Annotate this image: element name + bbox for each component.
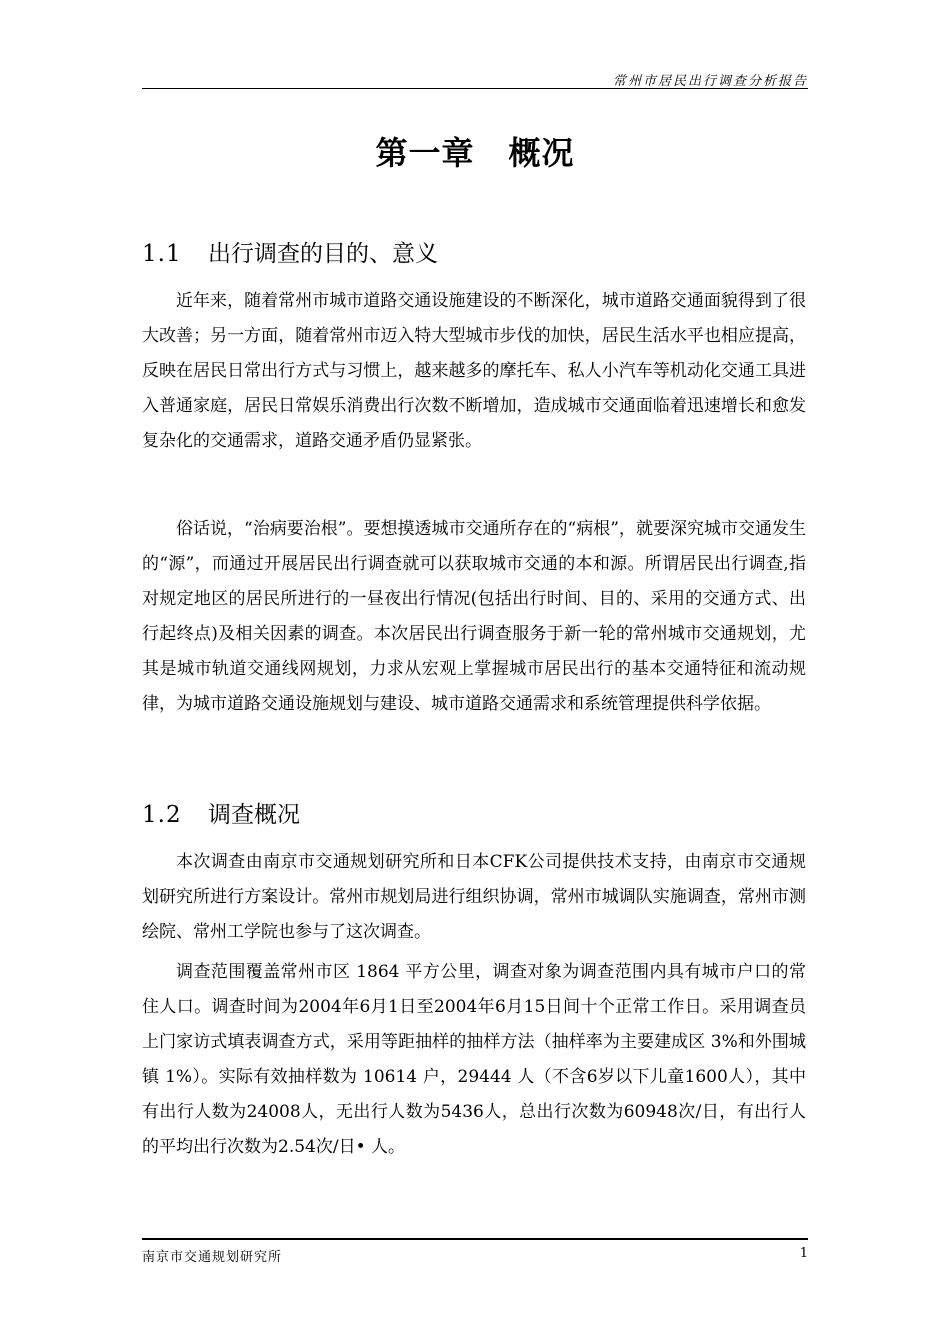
- paragraph: 本次调查由南京市交通规划研究所和日本CFK公司提供技术支持，由南京市交通规划研究所进行方案设计。常州市规划局进行组织协调，常州市城调队实施调查，常州市测绘院、常州工学院也参与了这次调查。: [142, 852, 806, 942]
- running-header: 常州市居民出行调查分析报告: [612, 74, 808, 89]
- paragraph: 近年来，随着常州市城市道路交通设施建设的不断深化，城市道路交通面貌得到了很大改善；另一方面，随着常州市迈入特大型城市步伐的加快，居民生活水平也相应提高，反映在居民日常出行方式与习惯上，越来越多的摩托车、私人小汽车等机动化交通工具进入普通家庭，居民日常娱乐消费出行次数不断增加，造成城市交通面临着迅速增长和愈发复杂化的交通需求，道路交通矛盾仍显紧张。: [142, 291, 806, 451]
- section-number: 1.2: [142, 802, 182, 828]
- section-number: 1.1: [142, 241, 182, 267]
- footer-divider: [142, 1238, 808, 1240]
- section-title: 出行调查的目的、意义: [208, 241, 438, 267]
- section-heading-1-2: [142, 796, 300, 829]
- chapter-title: [0, 128, 950, 174]
- chapter-name: 概况: [508, 134, 575, 172]
- footer-organization: 南京市交通规划研究所: [142, 1250, 283, 1265]
- page-number: 1: [799, 1246, 808, 1261]
- paragraph: 调查范围覆盖常州市区 1864 平方公里，调查对象为调查范围内具有城市户口的常住人口。调查时间为2004年6月1日至2004年6月15日间十个正常工作日。采用调查员上门家访式填表调查方式，采用等距抽样的抽样方法（抽样率为主要建成区 3%和外围城镇 1%）。实际有效抽样数为 10614 户，29444 人（不含6岁以下儿童1600人），其中有出行人数为24008人，无出行人数为5436人，总出行次数为60948次/日，有出行人的平均出行次数为2.54次/日• 人。: [142, 962, 806, 1157]
- header-divider: [142, 88, 808, 89]
- paragraph: 俗话说，“治病要治根”。要想摸透城市交通所存在的“病根”，就要深究城市交通发生的“源”，而通过开展居民出行调查就可以获取城市交通的本和源。所谓居民出行调查,指对规定地区的居民所进行的一昼夜出行情况(包括出行时间、目的、采用的交通方式、出行起终点)及相关因素的调查。本次居民出行调查服务于新一轮的常州城市交通规划，尤其是城市轨道交通线网规划，力求从宏观上掌握城市居民出行的基本交通特征和流动规律，为城市道路交通设施规划与建设、城市道路交通需求和系统管理提供科学依据。: [142, 519, 806, 714]
- chapter-label: 第一章: [375, 134, 475, 172]
- section-title: 调查概况: [208, 802, 300, 828]
- section-heading-1-1: [142, 235, 438, 268]
